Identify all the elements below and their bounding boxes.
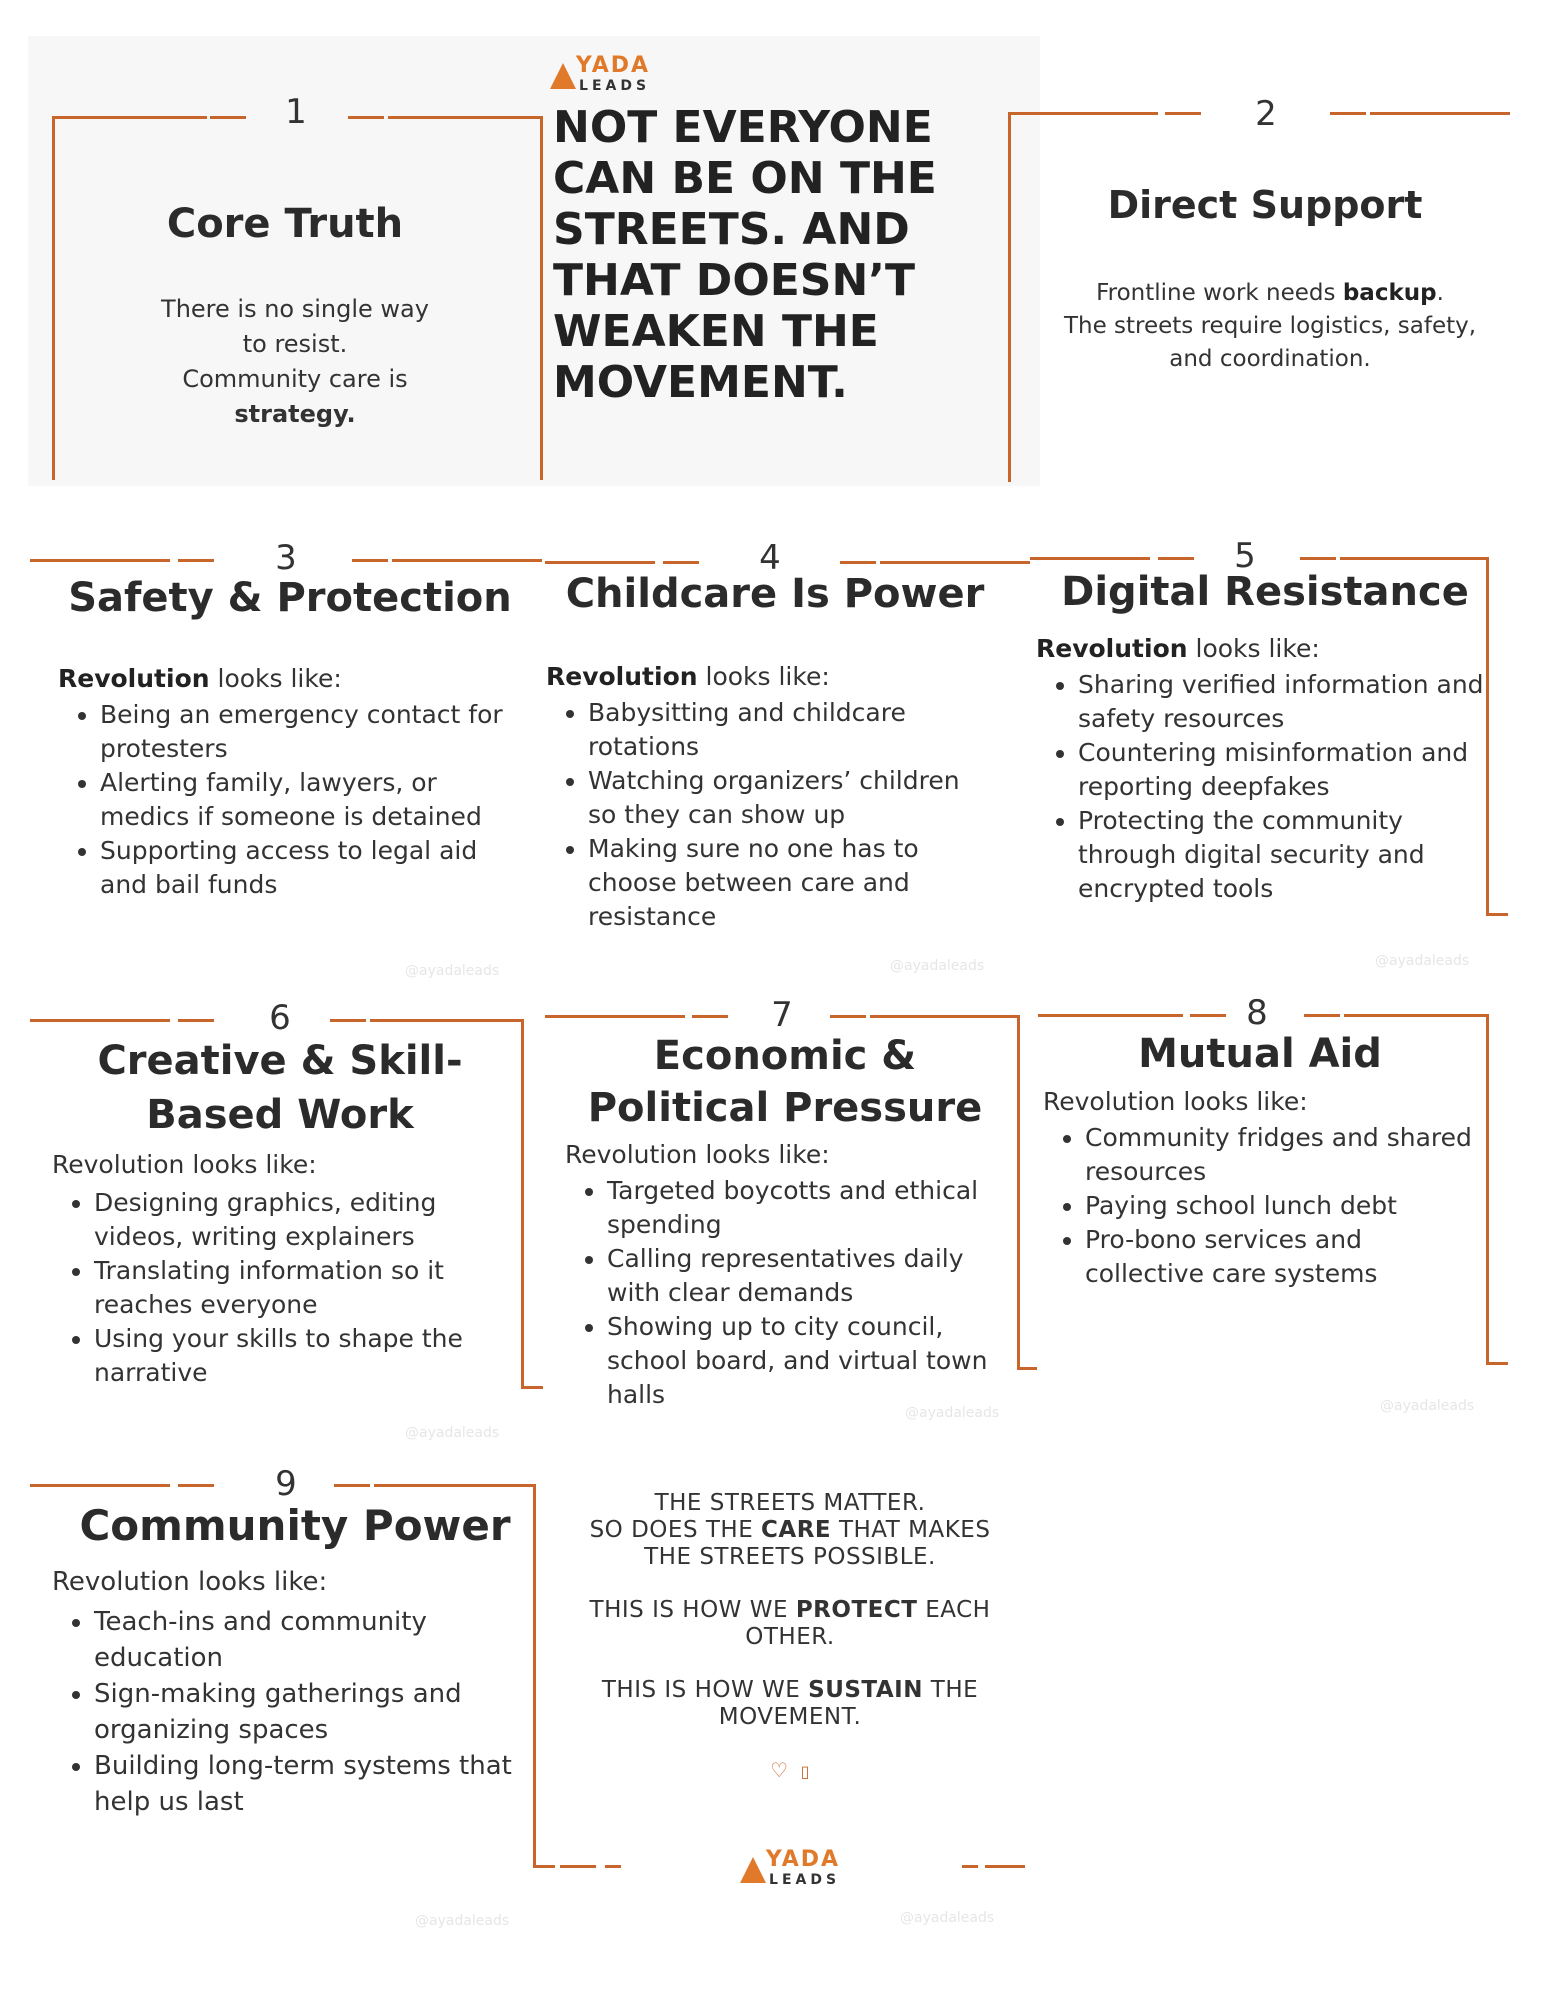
section-5-number: 5	[1234, 536, 1256, 576]
section-1-title: Core Truth	[166, 201, 404, 247]
list-item: • Making sure no one has to choose between care and resistance	[588, 832, 986, 934]
section-1-text: There is no single way to resist. Community care is strategy.	[161, 295, 429, 428]
logo-text: YADA	[765, 1847, 841, 1872]
list-item: • Calling representatives daily with clear demands	[607, 1242, 1005, 1310]
list-item: • Pro-bono services and collective care systems	[1085, 1223, 1483, 1291]
section-3-body: Revolution looks like: • Being an emergency contact for protesters • Alerting family, lawyers, or medics if someone is detained • Supporting access to legal aid and bail funds	[58, 662, 528, 902]
list-item: • Paying school lunch debt	[1085, 1189, 1483, 1223]
watermark: @ayadaleads	[405, 1425, 500, 1441]
list-item: • Being an emergency contact for protesters	[100, 698, 528, 766]
section-1-number: 1	[285, 92, 307, 132]
list-item: • Using your skills to shape the narrative	[94, 1322, 512, 1390]
list-item: • Babysitting and childcare rotations	[588, 696, 986, 764]
section-9-body: Revolution looks like: • Teach-ins and community education • Sign-making gatherings and organizing spaces • Building long-term systems that help us last	[52, 1564, 522, 1820]
section-6-body: Revolution looks like: • Designing graphics, editing videos, writing explainers • Translating information so it reaches everyone • Using your skills to shape the narrative	[52, 1148, 512, 1390]
list-item: • Community fridges and shared resources	[1085, 1121, 1483, 1189]
section-3-number: 3	[275, 538, 297, 578]
section-8-body: Revolution looks like: • Community fridges and shared resources • Paying school lunch debt • Pro-bono services and collective care systems	[1043, 1085, 1483, 1291]
logo-text: YADA	[575, 53, 651, 78]
list-item: • Countering misinformation and reporting deepfakes	[1078, 736, 1486, 804]
section-6-title: Creative & Skill-Based Work	[97, 1038, 463, 1138]
list-item: • Watching organizers’ children so they can show up	[588, 764, 986, 832]
heart-icon[interactable]: ♡	[770, 1758, 789, 1782]
section-4-body: Revolution looks like: • Babysitting and childcare rotations • Watching organizers’ children so they can show up • Making sure no one has to choose between care and resistance	[546, 660, 986, 934]
section-2-number: 2	[1255, 94, 1277, 134]
section-2-text: Frontline work needs backup. The streets require logistics, safety, and coordination.	[1063, 280, 1477, 372]
logo-mountain-icon	[740, 1857, 766, 1883]
section-7-title: Economic & Political Pressure	[587, 1033, 983, 1131]
bookmark-icon[interactable]: ▯	[800, 1762, 810, 1781]
list-item: • Targeted boycotts and ethical spending	[607, 1174, 1005, 1242]
ayada-logo-bottom	[730, 1847, 850, 1890]
list-item: • Supporting access to legal aid and bail funds	[100, 834, 528, 902]
section-5-body: Revolution looks like: • Sharing verified information and safety resources • Countering misinformation and reporting deepfakes • Protecting the community through digital security and encrypted tools	[1036, 632, 1486, 906]
closing-statement: THE STREETS MATTER. SO DOES THE CARE THAT MAKES THE STREETS POSSIBLE. THIS IS HOW WE PROTECT EACH OTHER. THIS IS HOW WE SUSTAIN THE MOVEMENT. ♡ ▯	[570, 1490, 1010, 1785]
section-8-number: 8	[1246, 993, 1268, 1033]
logo-subtext: LEADS	[579, 78, 651, 94]
logo-subtext: LEADS	[769, 1872, 841, 1888]
list-item: • Building long-term systems that help us last	[94, 1748, 522, 1820]
list-item: • Sign-making gatherings and organizing spaces	[94, 1676, 522, 1748]
watermark: @ayadaleads	[1380, 1398, 1475, 1414]
section-9-title: Community Power	[79, 1501, 511, 1550]
list-item: • Alerting family, lawyers, or medics if someone is detained	[100, 766, 528, 834]
section-6-number: 6	[269, 998, 291, 1038]
list-item: • Teach-ins and community education	[94, 1604, 522, 1676]
list-item: • Sharing verified information and safety resources	[1078, 668, 1486, 736]
section-8-title: Mutual Aid	[1138, 1031, 1382, 1077]
watermark: @ayadaleads	[415, 1913, 510, 1929]
watermark: @ayadaleads	[890, 958, 985, 974]
list-item: • Translating information so it reaches everyone	[94, 1254, 512, 1322]
section-4-title: Childcare Is Power	[565, 571, 985, 617]
section-3-title: Safety & Protection	[68, 575, 512, 621]
section-7-number: 7	[771, 995, 793, 1035]
watermark: @ayadaleads	[905, 1405, 1000, 1421]
section-4-number: 4	[759, 538, 781, 578]
list-item: • Protecting the community through digital security and encrypted tools	[1078, 804, 1486, 906]
watermark: @ayadaleads	[900, 1910, 995, 1926]
section-9-number: 9	[275, 1464, 297, 1504]
logo-mountain-icon	[550, 63, 576, 89]
section-5-title: Digital Resistance	[1061, 569, 1469, 615]
headline: NOT EVERYONE CAN BE ON THE STREETS. AND THAT DOESN’T WEAKEN THE MOVEMENT.	[553, 102, 937, 408]
list-item: • Designing graphics, editing videos, writing explainers	[94, 1186, 512, 1254]
ayada-logo-top	[540, 53, 660, 96]
section-2-title: Direct Support	[1107, 183, 1423, 227]
list-item: • Showing up to city council, school board, and virtual town halls	[607, 1310, 1005, 1412]
watermark: @ayadaleads	[405, 963, 500, 979]
watermark: @ayadaleads	[1375, 953, 1470, 969]
section-7-body: Revolution looks like: • Targeted boycotts and ethical spending • Calling representatives daily with clear demands • Showing up to city council, school board, and virtual town halls	[565, 1138, 1005, 1412]
